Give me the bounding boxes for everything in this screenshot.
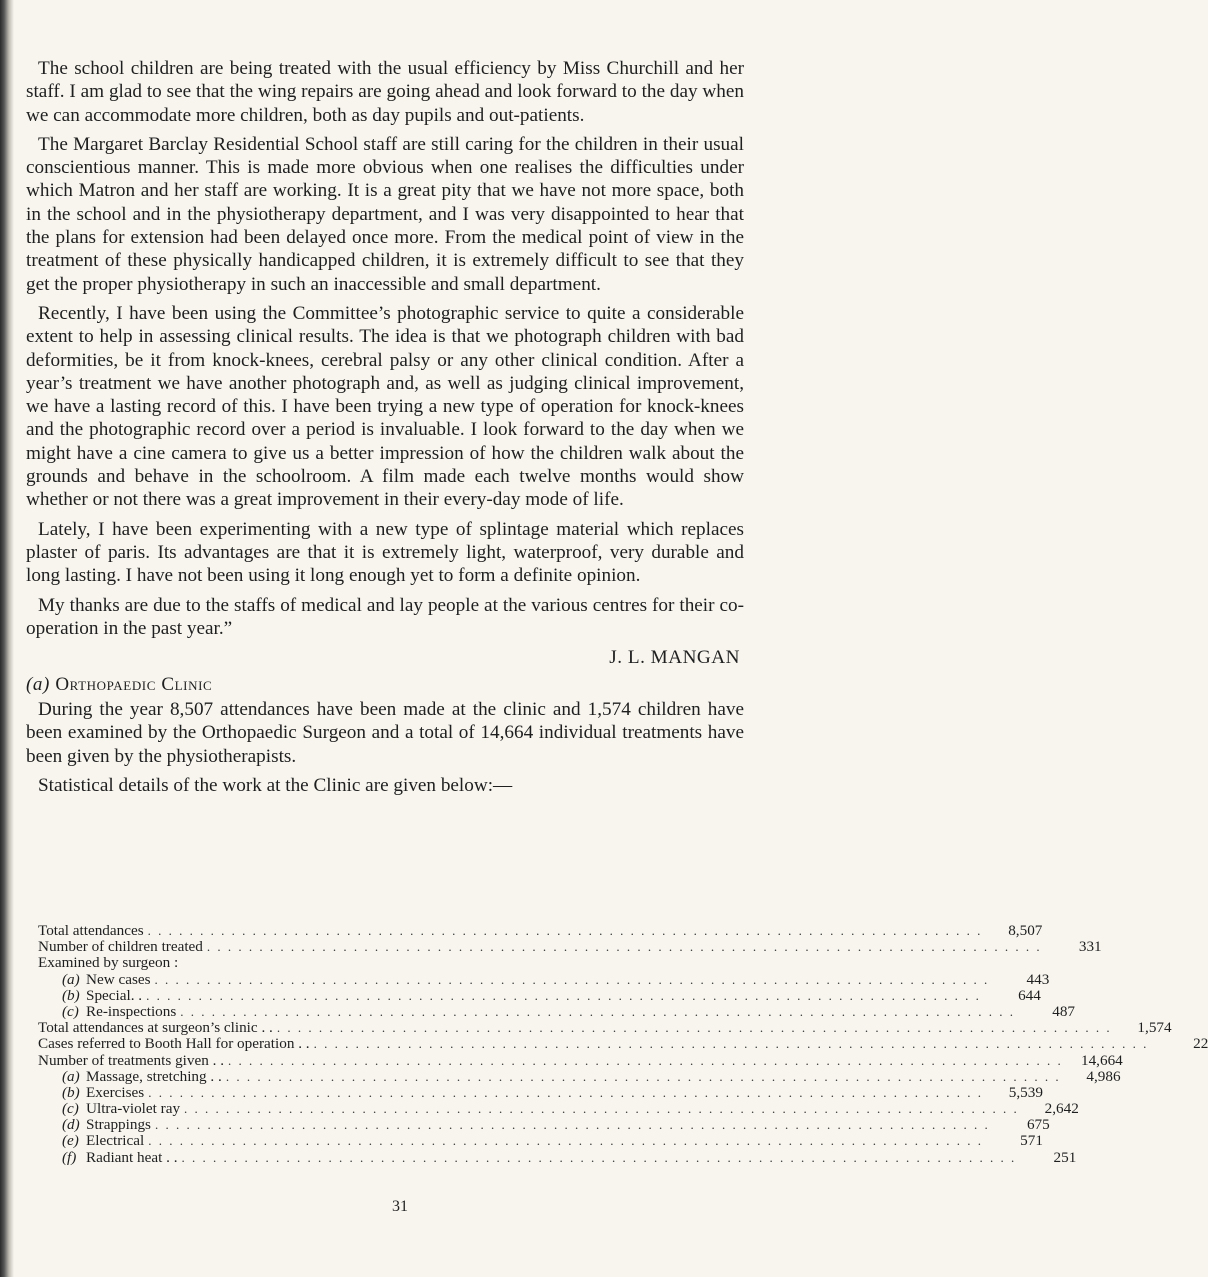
section-marker: (a) [26, 674, 50, 696]
stats-label-text: Radiant heat . . [86, 1148, 178, 1166]
stats-label [38, 1036, 310, 1052]
stats-row [38, 1148, 1077, 1166]
stats-label-text: Massage, stretching . . [86, 1067, 222, 1085]
stats-row [38, 1132, 1043, 1150]
section-intro: During the year 8,507 attendances have been made at the clinic and 1,574 children have been examined by the Orthopaedic Surgeon and a total of 14,664 individual treatments have been given by the physiotherapists. [26, 699, 744, 767]
paragraph-splintage-material: Lately, I have been experimenting with a new type of splintage material which replaces plaster of paris. Its advantages are that it is extremely light, waterproof, very durable and long lasting. I have not been using it long enough yet to form a definite opinion. [26, 518, 744, 587]
report-body [26, 57, 744, 797]
stats-value: 1,574 [1137, 1019, 1172, 1037]
leader-dots: . . . . . . . . . . . . . . . . . . . . . . . . . . . . . . . . . . . . . . . . . . . . . . . . . . . . . . . . . . . . . . . . . . . . . . . . . . . . . . . . [228, 1052, 1063, 1068]
stats-label [62, 1117, 151, 1133]
stats-label-text: Number of treatments given . . [38, 1051, 224, 1069]
leader-dots: . . . . . . . . . . . . . . . . . . . . . . . . . . . . . . . . . . . . . . . . . . . . . . . . . . . . . . . . . . . . . . . . . . . . . . . . . . . . . . . . [184, 1101, 1019, 1117]
stats-row [38, 1116, 1050, 1134]
leader-dots: . . . . . . . . . . . . . . . . . . . . . . . . . . . . . . . . . . . . . . . . . . . . . . . . . . . . . . . . . . . . . . . . . . . . . . . . . . . . . . . . [146, 987, 981, 1003]
stats-value: 8,507 [1008, 922, 1043, 939]
stats-row [38, 986, 1041, 1004]
stats-marker: (d) [62, 1116, 80, 1134]
stats-label [38, 1053, 224, 1069]
stats-marker: (b) [62, 1083, 80, 1101]
stats-row [38, 1100, 1079, 1118]
stats-label-text: Ultra-violet ray [86, 1100, 181, 1118]
stats-label [38, 1020, 273, 1036]
stats-row [38, 938, 1102, 956]
paragraph-residential-school: The Margaret Barclay Residential School staff are still caring for the children in their usual conscientious manner. This is made more obvious when one realises the difficulties under which Matron and her staff are working. It is a great pity that we have not more space, both in the school and in the physiotherapy department, and I was very disappointed to hear that the plans for extension had been delayed once more. From the medical point of view in the treatment of these physically handicapped children, it is extremely difficult to see that they get the proper physiotherapy in such an inaccessible and small department. [26, 133, 744, 295]
stats-row [38, 1051, 1123, 1069]
stats-value: 644 [1018, 986, 1041, 1004]
stats-label-text: Strappings [86, 1116, 151, 1134]
stats-label [62, 988, 142, 1004]
stats-label [62, 1101, 180, 1117]
stats-value: 331 [1078, 938, 1102, 956]
stats-intro: Statistical details of the work at the Clinic are given below:— [38, 775, 513, 797]
stats-label [62, 1085, 144, 1101]
stats-label-text: Examined by surgeon : [38, 954, 179, 972]
leader-dots: . . . . . . . . . . . . . . . . . . . . . . . . . . . . . . . . . . . . . . . . . . . . . . . . . . . . . . . . . . . . . . . . . . . . . . . . . . . . . . . . [206, 939, 1042, 955]
page-number: 31 [392, 1198, 408, 1215]
stats-marker: (c) [62, 1002, 79, 1020]
stats-label [62, 1004, 176, 1020]
section-heading [26, 673, 744, 696]
stats-label [62, 1133, 144, 1149]
leader-dots: . . . . . . . . . . . . . . . . . . . . . . . . . . . . . . . . . . . . . . . . . . . . . . . . . . . . . . . . . . . . . . . . . . . . . . . . . . . . . . . . [180, 1003, 1016, 1019]
stats-value: 251 [1053, 1148, 1077, 1166]
stats-label-text: Total attendances [38, 922, 144, 939]
page-binding-edge [0, 0, 14, 1277]
stats-marker: (e) [62, 1132, 79, 1150]
stats-label [38, 923, 144, 939]
stats-row [38, 922, 1043, 939]
stats-label-text: Exercises [86, 1083, 145, 1101]
stats-label [38, 939, 203, 955]
stats-label [62, 1150, 178, 1166]
stats-value: 14,664 [1080, 1051, 1123, 1069]
stats-label [62, 1069, 222, 1085]
leader-dots: . . . . . . . . . . . . . . . . . . . . . . . . . . . . . . . . . . . . . . . . . . . . . . . . . . . . . . . . . . . . . . . . . . . . . . . . . . . . . . . . [154, 971, 990, 987]
section-title: Orthopaedic Clinic [55, 674, 213, 696]
stats-label-text: Total attendances at surgeon’s clinic . . [38, 1019, 273, 1037]
stats-value: 22 [1193, 1035, 1208, 1053]
stats-row [38, 1067, 1121, 1085]
paragraph-photographic-service: Recently, I have been using the Committee’s photographic service to quite a considerable extent to help in assessing clinical results. The idea is that we photograph children with bad deformities, be it from knock-knees, cerebral palsy or any other clinical condition. After a year’s treatment we have another photograph and, as well as judging clinical improvement, we have a lasting record of this. I have been trying a new type of operation for knock-knees and the photographic record over a period is invaluable. I look forward to the day when we might have a cine camera to give us a better impression of how the children walk about the grounds and behave in the schoolroom. A film made each twelve months would show whether or not there was a great improvement in their every-day mode of life. [26, 302, 744, 511]
paragraph-thanks: My thanks are due to the staffs of medical and lay people at the various centres for their co-operation in the past year.” [26, 594, 744, 639]
stats-value: 2,642 [1044, 1100, 1079, 1118]
leader-dots: . . . . . . . . . . . . . . . . . . . . . . . . . . . . . . . . . . . . . . . . . . . . . . . . . . . . . . . . . . . . . . . . . . . . . . . . . . . . . . . . [147, 923, 983, 938]
stats-marker: (a) [62, 1067, 80, 1085]
stats-marker: (f) [62, 1148, 77, 1166]
stats-label-text: Electrical [86, 1132, 145, 1150]
stats-label [38, 955, 178, 971]
signature: J. L. MANGAN [609, 647, 740, 669]
leader-dots: . . . . . . . . . . . . . . . . . . . . . . . . . . . . . . . . . . . . . . . . . . . . . . . . . . . . . . . . . . . . . . . . . . . . . . . . . . . . . . . . [276, 1020, 1112, 1036]
stats-label-text: New cases [86, 970, 151, 988]
leader-dots: . . . . . . . . . . . . . . . . . . . . . . . . . . . . . . . . . . . . . . . . . . . . . . . . . . . . . . . . . . . . . . . . . . . . . . . . . . . . . . . . [313, 1036, 1149, 1052]
leader-dots: . . . . . . . . . . . . . . . . . . . . . . . . . . . . . . . . . . . . . . . . . . . . . . . . . . . . . . . . . . . . . . . . . . . . . . . . . . . . . . . . [148, 1133, 983, 1149]
stats-row [38, 1083, 1043, 1101]
stats-label-text: Special. . [86, 986, 143, 1004]
statistics-table [38, 922, 1208, 1166]
stats-value: 4,986 [1086, 1067, 1121, 1085]
stats-label-text: Number of children treated [38, 938, 203, 956]
stats-value: 571 [1020, 1132, 1043, 1150]
stats-label [62, 972, 151, 988]
stats-row [38, 970, 1050, 988]
stats-value: 443 [1026, 970, 1050, 988]
stats-row [38, 1035, 1208, 1053]
stats-marker: (c) [62, 1100, 79, 1118]
stats-value: 487 [1052, 1002, 1076, 1020]
stats-marker: (b) [62, 986, 80, 1004]
stats-row [38, 1002, 1076, 1020]
stats-row [38, 1019, 1172, 1037]
leader-dots: . . . . . . . . . . . . . . . . . . . . . . . . . . . . . . . . . . . . . . . . . . . . . . . . . . . . . . . . . . . . . . . . . . . . . . . . . . . . . . . . [148, 1084, 983, 1100]
paragraph-school-children: The school children are being treated with the usual efficiency by Miss Churchill and her staff. I am glad to see that the wing repairs are going ahead and look forward to the day when we can accommodate more children, both as day pupils and out-patients. [26, 58, 744, 126]
stats-label-text: Re-inspections [86, 1002, 177, 1020]
stats-marker: (a) [62, 970, 80, 988]
stats-row [38, 955, 682, 971]
leader-dots: . . . . . . . . . . . . . . . . . . . . . . . . . . . . . . . . . . . . . . . . . . . . . . . . . . . . . . . . . . . . . . . . . . . . . . . . . . . . . . . . [181, 1149, 1017, 1165]
leader-dots: . . . . . . . . . . . . . . . . . . . . . . . . . . . . . . . . . . . . . . . . . . . . . . . . . . . . . . . . . . . . . . . . . . . . . . . . . . . . . . . . [154, 1117, 990, 1133]
stats-label-text: Cases referred to Booth Hall for operation . . [38, 1035, 310, 1053]
leader-dots: . . . . . . . . . . . . . . . . . . . . . . . . . . . . . . . . . . . . . . . . . . . . . . . . . . . . . . . . . . . . . . . . . . . . . . . . . . . . . . . . [225, 1068, 1061, 1084]
stats-value: 5,539 [1008, 1083, 1043, 1101]
stats-value: 675 [1026, 1116, 1050, 1134]
